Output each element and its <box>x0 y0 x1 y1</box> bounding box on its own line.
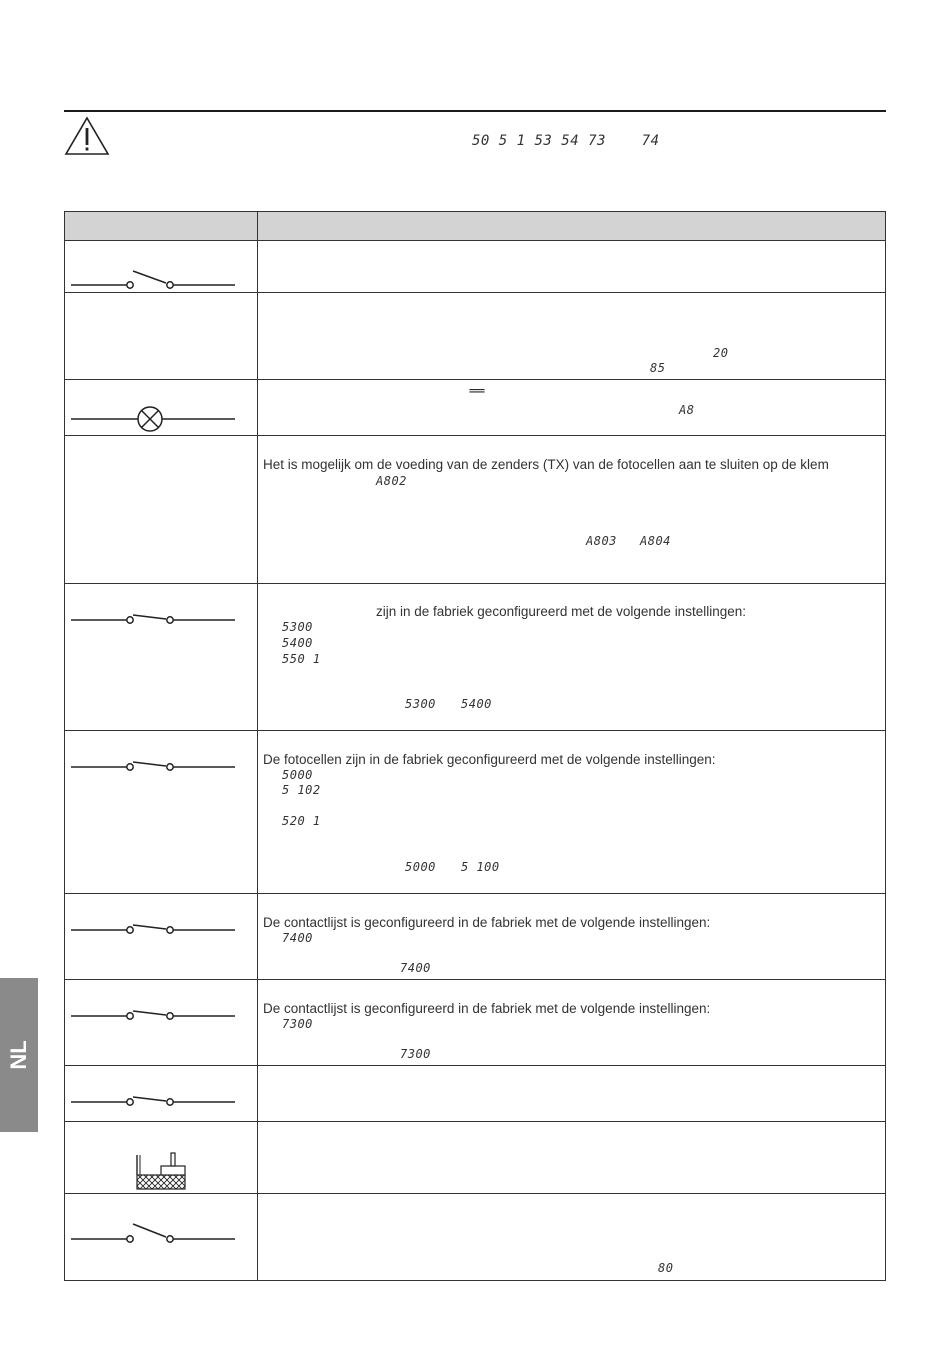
closed-contact-icon <box>65 604 257 634</box>
row-divider <box>65 435 885 436</box>
open-contact-icon <box>65 1218 257 1248</box>
row-text: Het is mogelijk om de voeding van de zenders (TX) van de fotocellen aan te sluiten op de klem <box>263 457 829 472</box>
code-label: 7300 <box>400 1047 431 1061</box>
code-label: 5 100 <box>461 860 500 874</box>
code-label: 5300 <box>405 697 436 711</box>
code-label: 7300 <box>282 1017 313 1031</box>
code-label: 80 <box>658 1261 674 1275</box>
code-label: 520 1 <box>282 814 321 828</box>
language-tab <box>0 978 38 1132</box>
code-label: 7400 <box>282 931 313 945</box>
row-divider <box>65 730 885 731</box>
row-text: De fotocellen zijn in de fabriek geconfigureerd met de volgende instellingen: <box>263 752 716 767</box>
warning-triangle-icon <box>64 116 110 156</box>
row-text: De contactlijst is geconfigureerd in de fabriek met de volgende instellingen: <box>263 915 711 930</box>
closed-contact-icon <box>65 1087 257 1117</box>
table-header <box>65 212 885 241</box>
row-divider <box>65 893 885 894</box>
code-label: 85 <box>650 361 666 375</box>
row-divider <box>65 1065 885 1066</box>
code-label: 5300 <box>282 620 313 634</box>
closed-contact-icon <box>65 915 257 945</box>
row-text: De contactlijst is geconfigureerd in de fabriek met de volgende instellingen: <box>263 1001 711 1016</box>
row-text: zijn in de fabriek geconfigureerd met de volgende instellingen: <box>376 604 746 619</box>
code-label: 5400 <box>461 697 492 711</box>
code-label: A8 <box>679 403 695 417</box>
code-label: 5 102 <box>282 783 321 797</box>
closed-contact-icon <box>65 1001 257 1031</box>
code-label: 5000 <box>405 860 436 874</box>
row-divider <box>65 379 885 380</box>
row-divider <box>65 583 885 584</box>
sensing-edge-icon <box>65 1150 257 1194</box>
code-label: 5400 <box>282 636 313 650</box>
code-label: A803 <box>586 534 617 548</box>
row-divider <box>65 979 885 980</box>
code-label: 550 1 <box>282 652 321 666</box>
row-divider <box>65 1121 885 1122</box>
closed-contact-icon <box>65 752 257 782</box>
code-label: A802 <box>376 474 407 488</box>
terminal-table <box>64 211 886 1281</box>
code-label: 5000 <box>282 768 313 782</box>
code-label: 20 <box>713 346 729 360</box>
dc-symbol: === <box>469 386 485 397</box>
column-divider <box>257 212 258 1280</box>
header-rule <box>64 110 886 112</box>
header-codes: 50 5 1 53 54 73 74 <box>472 133 660 149</box>
open-contact-icon <box>65 264 257 294</box>
language-tab-label: NL <box>6 1040 31 1070</box>
lamp-icon <box>65 404 257 434</box>
code-label: 7400 <box>400 961 431 975</box>
code-label: A804 <box>640 534 671 548</box>
